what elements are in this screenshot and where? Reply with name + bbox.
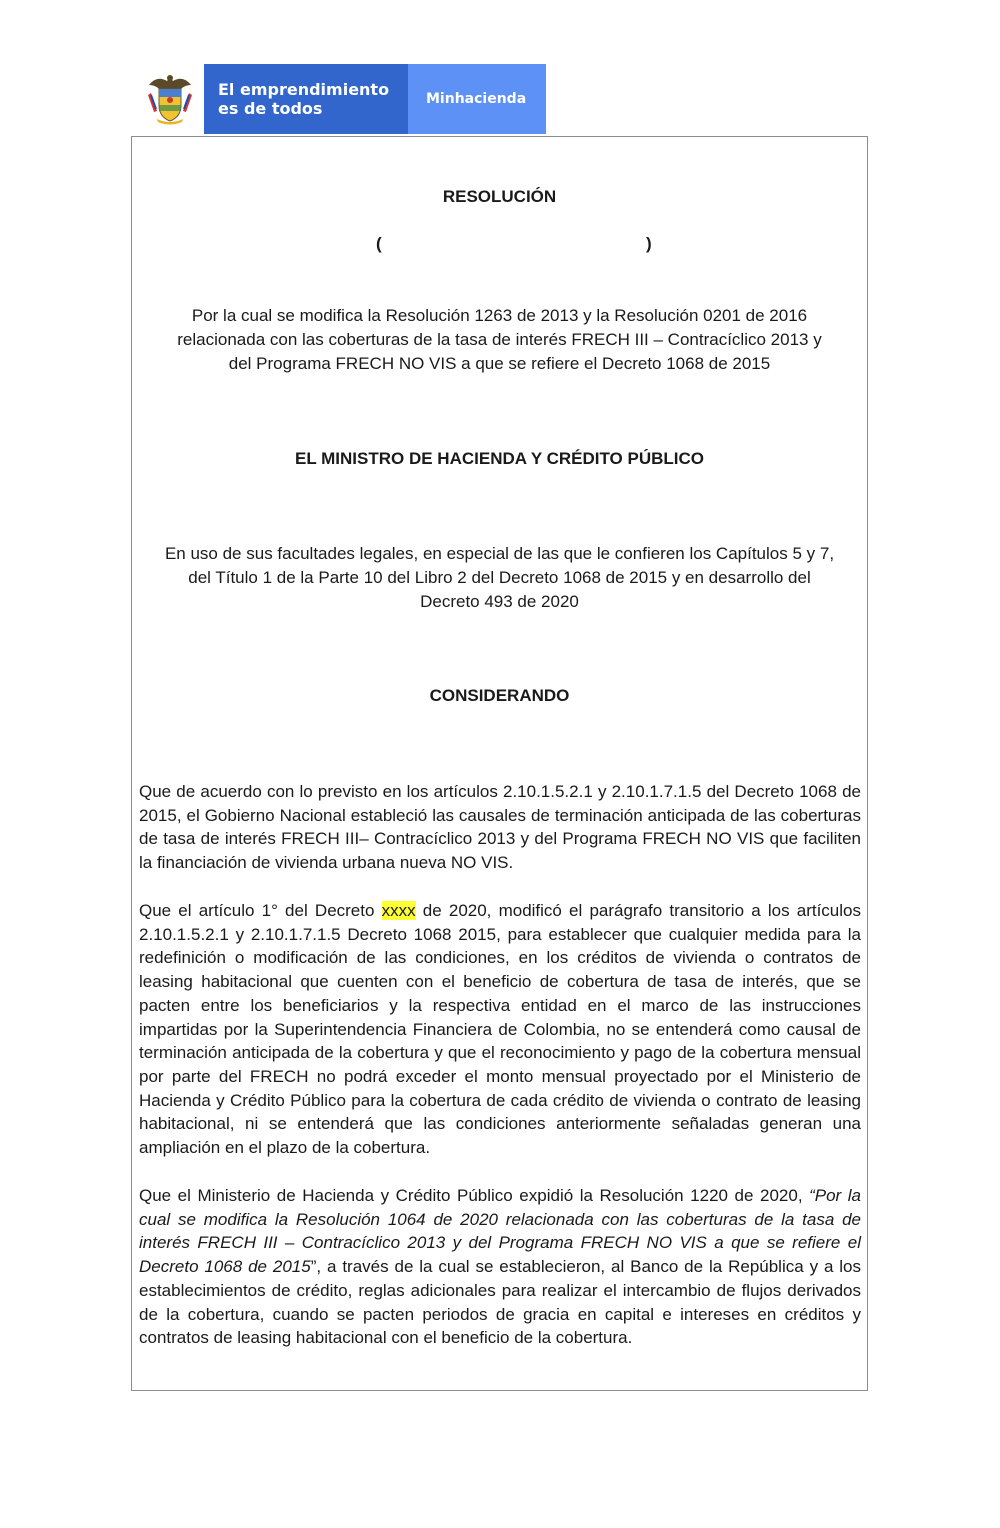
para3-text-b: ”, a través de la cual se establecieron, al Banco de la República y a los establecimientos de crédito, reglas adicionales para realizar el intercambio de flujos derivados de la cobertura, cuando se pacten periodos de gracia en capital e intereses en créditos y contratos de leasing habitacional con el beneficio de la cobertura. [139,1257,862,1348]
number-close-paren: ) [646,234,652,253]
colombia-coat-of-arms-icon [145,71,195,127]
para3-quoted-title: “Por la cual se modifica la Resolución 1064 de 2020 relacionada con las coberturas de la tasa de interés FRECH III – Contracíclico 2013 y del Programa FRECH NO VIS a que se refiere el Decreto 1068 de 2015 [139,1186,861,1277]
crest-container [136,64,204,134]
considering-paragraph-2 [139,899,861,1160]
considering-heading: CONSIDERANDO [429,686,570,705]
decree-number-placeholder: xxxx [381,901,416,920]
para3-text-a: Que el Ministerio de Hacienda y Crédito Público expidió la Resolución 1220 de 2020, [139,1186,810,1205]
powers-line-3: Decreto 493 de 2020 [420,592,579,611]
powers-line-1: En uso de sus facultades legales, en especial de las que le confieren los Capítulos 5 y 7, [164,544,835,563]
considering-paragraph-3 [139,1184,861,1350]
summary-line-3: del Programa FRECH NO VIS a que se refiere el Decreto 1068 de 2015 [228,354,771,373]
resolution-summary [131,304,868,376]
summary-line-2: relacionada con las coberturas de la tasa de interés FRECH III – Contracíclico 2013 y [177,330,822,349]
document-title: RESOLUCIÓN [442,187,557,206]
powers-line-2: del Título 1 de la Parte 10 del Libro 2 del Decreto 1068 de 2015 y en desarrollo del [188,568,811,587]
number-open-paren: ( [376,234,382,253]
ministry-name: Minhacienda [426,91,527,107]
considering-paragraph-1: Que de acuerdo con lo previsto en los artículos 2.10.1.5.2.1 y 2.10.1.7.1.5 del Decreto 1068 de 2015, el Gobierno Nacional estableció las causales de terminación anticipada de las coberturas de tasa de interés FRECH III– Contracíclico 2013 y del Programa FRECH NO VIS que faciliten la financiación de vivienda urbana nueva NO VIS. [139,782,861,873]
para2-text-a: Que el artículo 1° del Decreto [139,901,382,920]
issuing-authority: EL MINISTRO DE HACIENDA Y CRÉDITO PÚBLICO [295,449,704,468]
para2-text-b: de 2020, modificó el parágrafo transitorio a los artículos 2.10.1.5.2.1 y 2.10.1.7.1.5 Decreto 1068 2015, para establecer que cualquier medida para la redefinición o modificación de las condiciones, en los créditos de vivienda o contratos de leasing habitacional que cuenten con el beneficio de cobertura de tasa de interés, que se pacten entre los beneficiarios y la respectiva entidad en el marco de las instrucciones impartidas por la Superintendencia Financiera de Colombia, no se entenderá como causal de terminación anticipada de la cobertura y que el reconocimiento y pago de la cobertura mensual por parte del FRECH no podrá exceder el monto mensual proyectado por el Ministerio de Hacienda y Crédito Público para la cobertura de cada crédito de vivienda o contrato de leasing habitacional, ni se entenderá que las condiciones anteriormente señaladas generan una ampliación en el plazo de la cobertura. [139,901,861,1158]
slogan-line-1: El emprendimiento [218,80,390,99]
ministry-block [408,64,546,134]
summary-line-1: Por la cual se modifica la Resolución 1263 de 2013 y la Resolución 0201 de 2016 [191,306,808,325]
legal-powers [131,542,868,614]
header-banner [136,64,546,134]
slogan-line-2: es de todos [218,99,323,118]
slogan-block [204,64,408,134]
